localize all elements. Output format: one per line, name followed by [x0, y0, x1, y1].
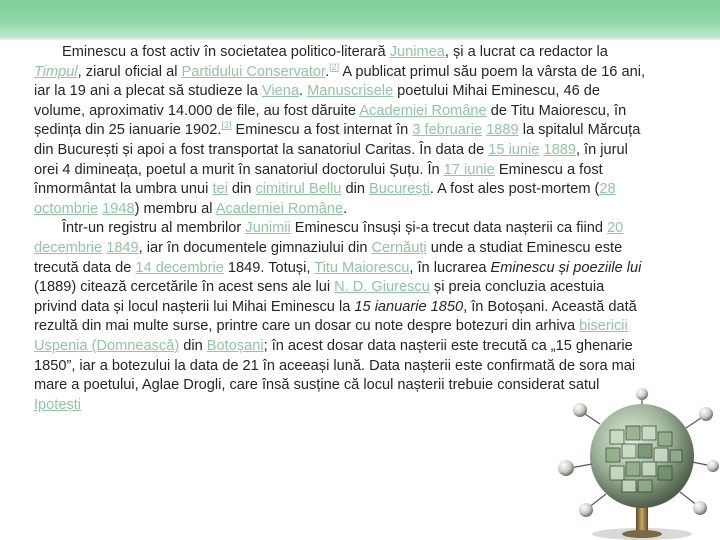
text: , în Botoșani. Această dată rezultă din mai multe surse, printre care un dosar cu note despre botezuri din arhiva — [34, 298, 637, 335]
link-cimitirul-bellu[interactable]: cimitirul Bellu — [255, 181, 342, 198]
globe-with-cubes-icon — [530, 388, 720, 540]
link-28-octombrie[interactable]: 28 octombrie — [34, 181, 616, 217]
text: de Titu Maiorescu, în ședința din 25 ianuarie 1902. — [34, 102, 627, 139]
text: , în jurul orei 4 dimineața, poetul a murit în sanatoriul doctorului Șuțu. În — [34, 141, 628, 178]
text: . A fost ales post-mortem ( — [429, 181, 600, 198]
article-body — [34, 43, 646, 415]
text: A publicat primul său poem la vârsta de 16 ani, iar la 19 ani a plecat să studieze la — [34, 63, 646, 100]
link-junimea[interactable]: Junimea — [389, 44, 445, 60]
text: 1849. Totuși, — [223, 259, 315, 276]
link-viena[interactable]: Viena — [261, 83, 300, 100]
text: din — [227, 181, 256, 198]
link-partidul-conservator[interactable]: Partidului Conservator — [181, 63, 326, 80]
link-academiei-romane[interactable]: Academiei Române — [215, 200, 344, 217]
link-cernauti[interactable]: Cernăuți — [371, 239, 427, 256]
text: din — [179, 337, 207, 354]
link-1889[interactable]: 1889 — [543, 141, 576, 158]
link-1849[interactable]: 1849 — [106, 239, 139, 256]
text: . — [299, 83, 308, 100]
text: Eminescu a fost înmormântat la umbra unui — [34, 161, 603, 198]
text: la spitalul Mărcuța din București și apoi a fost transportat la sanatoriul Caritas. În data de — [34, 122, 641, 158]
link-1889[interactable]: 1889 — [486, 122, 519, 139]
link-14-decembrie[interactable]: 14 decembrie — [135, 259, 224, 276]
link-academiei-romane[interactable]: Academiei Române — [359, 102, 487, 119]
text: poetului Mihai Eminescu, 46 de volume, aproximativ 14.000 de file, au fost dăruite — [34, 83, 600, 119]
text: Eminescu a fost internat în — [231, 122, 413, 139]
header-band — [0, 0, 720, 38]
header-divider — [0, 38, 720, 40]
citation-3[interactable]: [3] — [221, 120, 232, 131]
birth-date: 15 ianuarie 1850 — [354, 298, 464, 315]
text: (1889) citează cercetările în acest sens ale lui — [34, 279, 335, 296]
text: , iar în documentele gimnaziului din — [138, 239, 372, 256]
text: Eminescu a fost activ în societatea politico-literară — [62, 44, 390, 60]
text: unde a studiat Eminescu este trecută data de — [34, 239, 623, 276]
link-nd-giurescu[interactable]: N. D. Giurescu — [334, 279, 430, 296]
text: ; în acest dosar data nașterii este trecută ca „15 ghenarie 1850”, iar a botezului la data de 21 în aceeași lună. Data nașterii este confirmată de sora mai mare a poetului, Aglae Drogli, care însă susține că locul nașterii trebuie considerat satul — [34, 337, 636, 394]
text: , ziarul oficial al — [77, 63, 182, 80]
text: , în lucrarea — [409, 259, 491, 276]
paragraph-2 — [34, 219, 646, 415]
text: Într-un registru al membrilor — [62, 220, 246, 237]
link-junimii[interactable]: Junimii — [245, 220, 291, 237]
link-biserica-uspenia[interactable]: bisericii Uspenia (Domnească) — [34, 318, 628, 354]
link-bucuresti[interactable]: București — [369, 181, 430, 198]
paragraph-1 — [34, 43, 646, 219]
text: . — [343, 200, 348, 217]
text: și preia concluzia acestuia privind data și locul nașterii lui Mihai Eminescu la — [34, 279, 605, 315]
text: . — [325, 63, 330, 80]
work-title: Eminescu și poeziile lui — [490, 259, 642, 276]
link-20-decembrie[interactable]: 20 decembrie — [34, 220, 624, 256]
link-15-iunie[interactable]: 15 iunie — [488, 141, 540, 158]
text: din — [341, 181, 370, 198]
link-timpul[interactable]: Timpul — [34, 63, 78, 80]
link-3-februarie[interactable]: 3 februarie — [412, 122, 483, 139]
link-tei[interactable]: tei — [212, 181, 228, 198]
link-ipotesti[interactable]: Ipotești — [34, 396, 82, 413]
link-titu-maiorescu[interactable]: Titu Maiorescu — [314, 259, 410, 276]
text: , și a lucrat ca redactor la — [444, 44, 608, 60]
text: ) membru al — [134, 200, 216, 217]
text: Eminescu însuși și-a trecut data nașterii ca fiind — [290, 220, 608, 237]
link-manuscrisele[interactable]: Manuscrisele — [307, 83, 394, 100]
citation-2[interactable]: [2] — [329, 61, 340, 72]
link-botosani[interactable]: Botoșani — [206, 337, 264, 354]
link-17-iunie[interactable]: 17 iunie — [443, 161, 495, 178]
link-1948[interactable]: 1948 — [102, 200, 135, 217]
